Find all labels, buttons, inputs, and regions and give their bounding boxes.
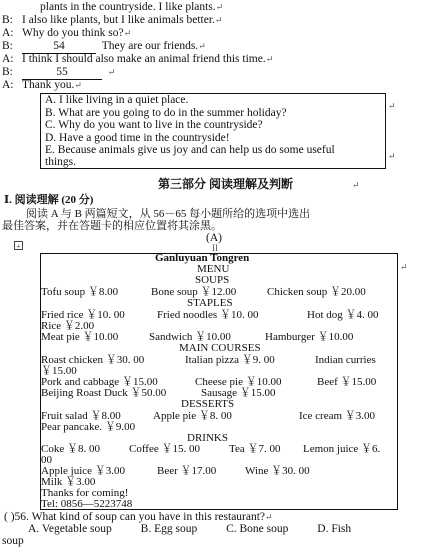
staple-item: Fried rice ￥10. 00	[41, 309, 125, 321]
part-heading: Ⅰ. 阅读理解 (20 分)	[4, 194, 94, 206]
passage-label: (A)	[206, 232, 222, 244]
answer-blank-54: 54	[22, 40, 96, 54]
staples-label: STAPLES	[187, 297, 233, 309]
staple-item: Hamburger ￥10.00	[265, 331, 354, 343]
soup-item: Bone soup ￥12.00	[151, 286, 237, 298]
drink-item: Lemon juice ￥6.	[303, 443, 381, 455]
option-c: C. Why do you want to live in the countryside?	[45, 119, 263, 131]
dessert-item: Apple pie ￥8. 00	[153, 410, 232, 422]
main-item: Roast chicken ￥30. 00	[41, 354, 145, 366]
staple-item: Hot dog ￥4. 00	[307, 309, 379, 321]
table-header-mark: II	[212, 243, 218, 253]
answer-blank-55: 55	[22, 66, 102, 80]
section-title: 第三部分 阅读理解及判断	[158, 177, 294, 191]
choice-b: B. Egg soup	[140, 523, 198, 535]
drink-item: Beer ￥17.00	[157, 465, 217, 477]
staple-item: Rice ￥2.00	[41, 320, 95, 332]
question-56-choices	[28, 523, 351, 536]
return-mark: ↵	[388, 151, 396, 161]
option-a: A. I like living in a quiet place.	[45, 94, 189, 106]
dessert-item: Pear pancake. ￥9.00	[41, 421, 136, 433]
dessert-item: Fruit salad ￥8.00	[41, 410, 121, 422]
main-item: Beijing Roast Duck ￥50.00	[41, 387, 167, 399]
option-d: D. Have a good time in the countryside!	[45, 131, 230, 144]
drink-item: Apple juice ￥3.00	[41, 465, 126, 477]
main-item: Pork and cabbage ￥15.00	[41, 376, 158, 388]
telephone: Tel: 0856—5223748	[41, 498, 133, 510]
soup-item: Tofu soup ￥8.00	[41, 286, 119, 298]
staple-item: Fried noodles ￥10. 00	[157, 309, 259, 321]
main-item: Beef ￥15.00	[317, 376, 377, 388]
return-mark: ↵	[388, 101, 396, 111]
main-courses-label: MAIN COURSES	[179, 342, 261, 354]
menu-label: MENU	[197, 263, 230, 275]
options-box	[40, 93, 386, 169]
option-e-cont: things.	[45, 156, 76, 168]
answer-bracket: ( )	[4, 511, 15, 523]
drink-item: Tea ￥7. 00	[229, 443, 281, 455]
drink-item: Coke ￥8. 00	[41, 443, 100, 455]
dessert-item: Ice cream ￥3.00	[299, 410, 376, 422]
dialogue-line-1: B: I also like plants, but I like animals better.↵	[2, 14, 223, 26]
dialogue-line-5: B: 55 ↵	[2, 66, 116, 78]
option-e: E. Because animals give us joy and can help us do some useful	[45, 144, 335, 156]
drink-item: Coffee ￥15. 00	[129, 443, 200, 455]
desserts-label: DESSERTS	[181, 398, 235, 410]
main-item: Sausage ￥15.00	[201, 387, 276, 399]
thanks-text: Thanks for coming!	[41, 487, 129, 499]
option-b: B. What are you going to do in the summer holiday?	[45, 106, 287, 119]
instruction-line-2: 最佳答案，并在答题卡的相应位置将其涂黑。	[2, 220, 222, 232]
table-move-handle-icon[interactable]: +	[14, 241, 23, 250]
drink-item: Wine ￥30. 00	[245, 465, 310, 477]
soup-item: Chicken soup ￥20.00	[267, 286, 366, 298]
staple-item: Sandwich ￥10.00	[149, 331, 231, 343]
drinks-label: DRINKS	[187, 432, 228, 444]
choice-a: A. Vegetable soup	[28, 523, 112, 535]
choice-d: D. Fish	[317, 523, 352, 535]
staple-item: Meat pie ￥10.00	[41, 331, 119, 343]
menu-table	[40, 253, 398, 510]
return-mark: ↵	[400, 262, 408, 272]
main-item: Indian curries	[315, 354, 376, 366]
main-item: Cheese pie ￥10.00	[195, 376, 282, 388]
main-item: Italian pizza ￥9. 00	[185, 354, 275, 366]
drink-item: 00	[41, 454, 52, 466]
dialogue-line-3: B: 54 They are our friends.↵	[2, 40, 206, 52]
drink-item: Milk ￥3.00	[41, 476, 96, 488]
dialogue-line-2: A: Why do you think so?↵	[2, 27, 132, 39]
soups-label: SOUPS	[195, 274, 230, 286]
dialogue-line-0: plants in the countryside. I like plants.↵	[40, 1, 224, 13]
dialogue-line-6: A: Thank you.↵	[2, 79, 82, 91]
dialogue-line-4: A: I think I should also make an animal friend this time.↵	[2, 53, 274, 65]
instruction-line-1: 阅读 A 与 B 两篇短文，从 56－65 每小题所给的选项中选出	[26, 208, 311, 220]
paragraph-mark: ↵	[352, 180, 360, 190]
question-56-choice-cont: soup	[2, 535, 24, 547]
main-item: ￥15.00	[41, 365, 77, 377]
question-56: ( )56. What kind of soup can you have in this restaurant?↵	[4, 511, 273, 523]
restaurant-name: Ganluyuan Tongren	[155, 252, 250, 264]
choice-c: C. Bone soup	[226, 523, 289, 535]
